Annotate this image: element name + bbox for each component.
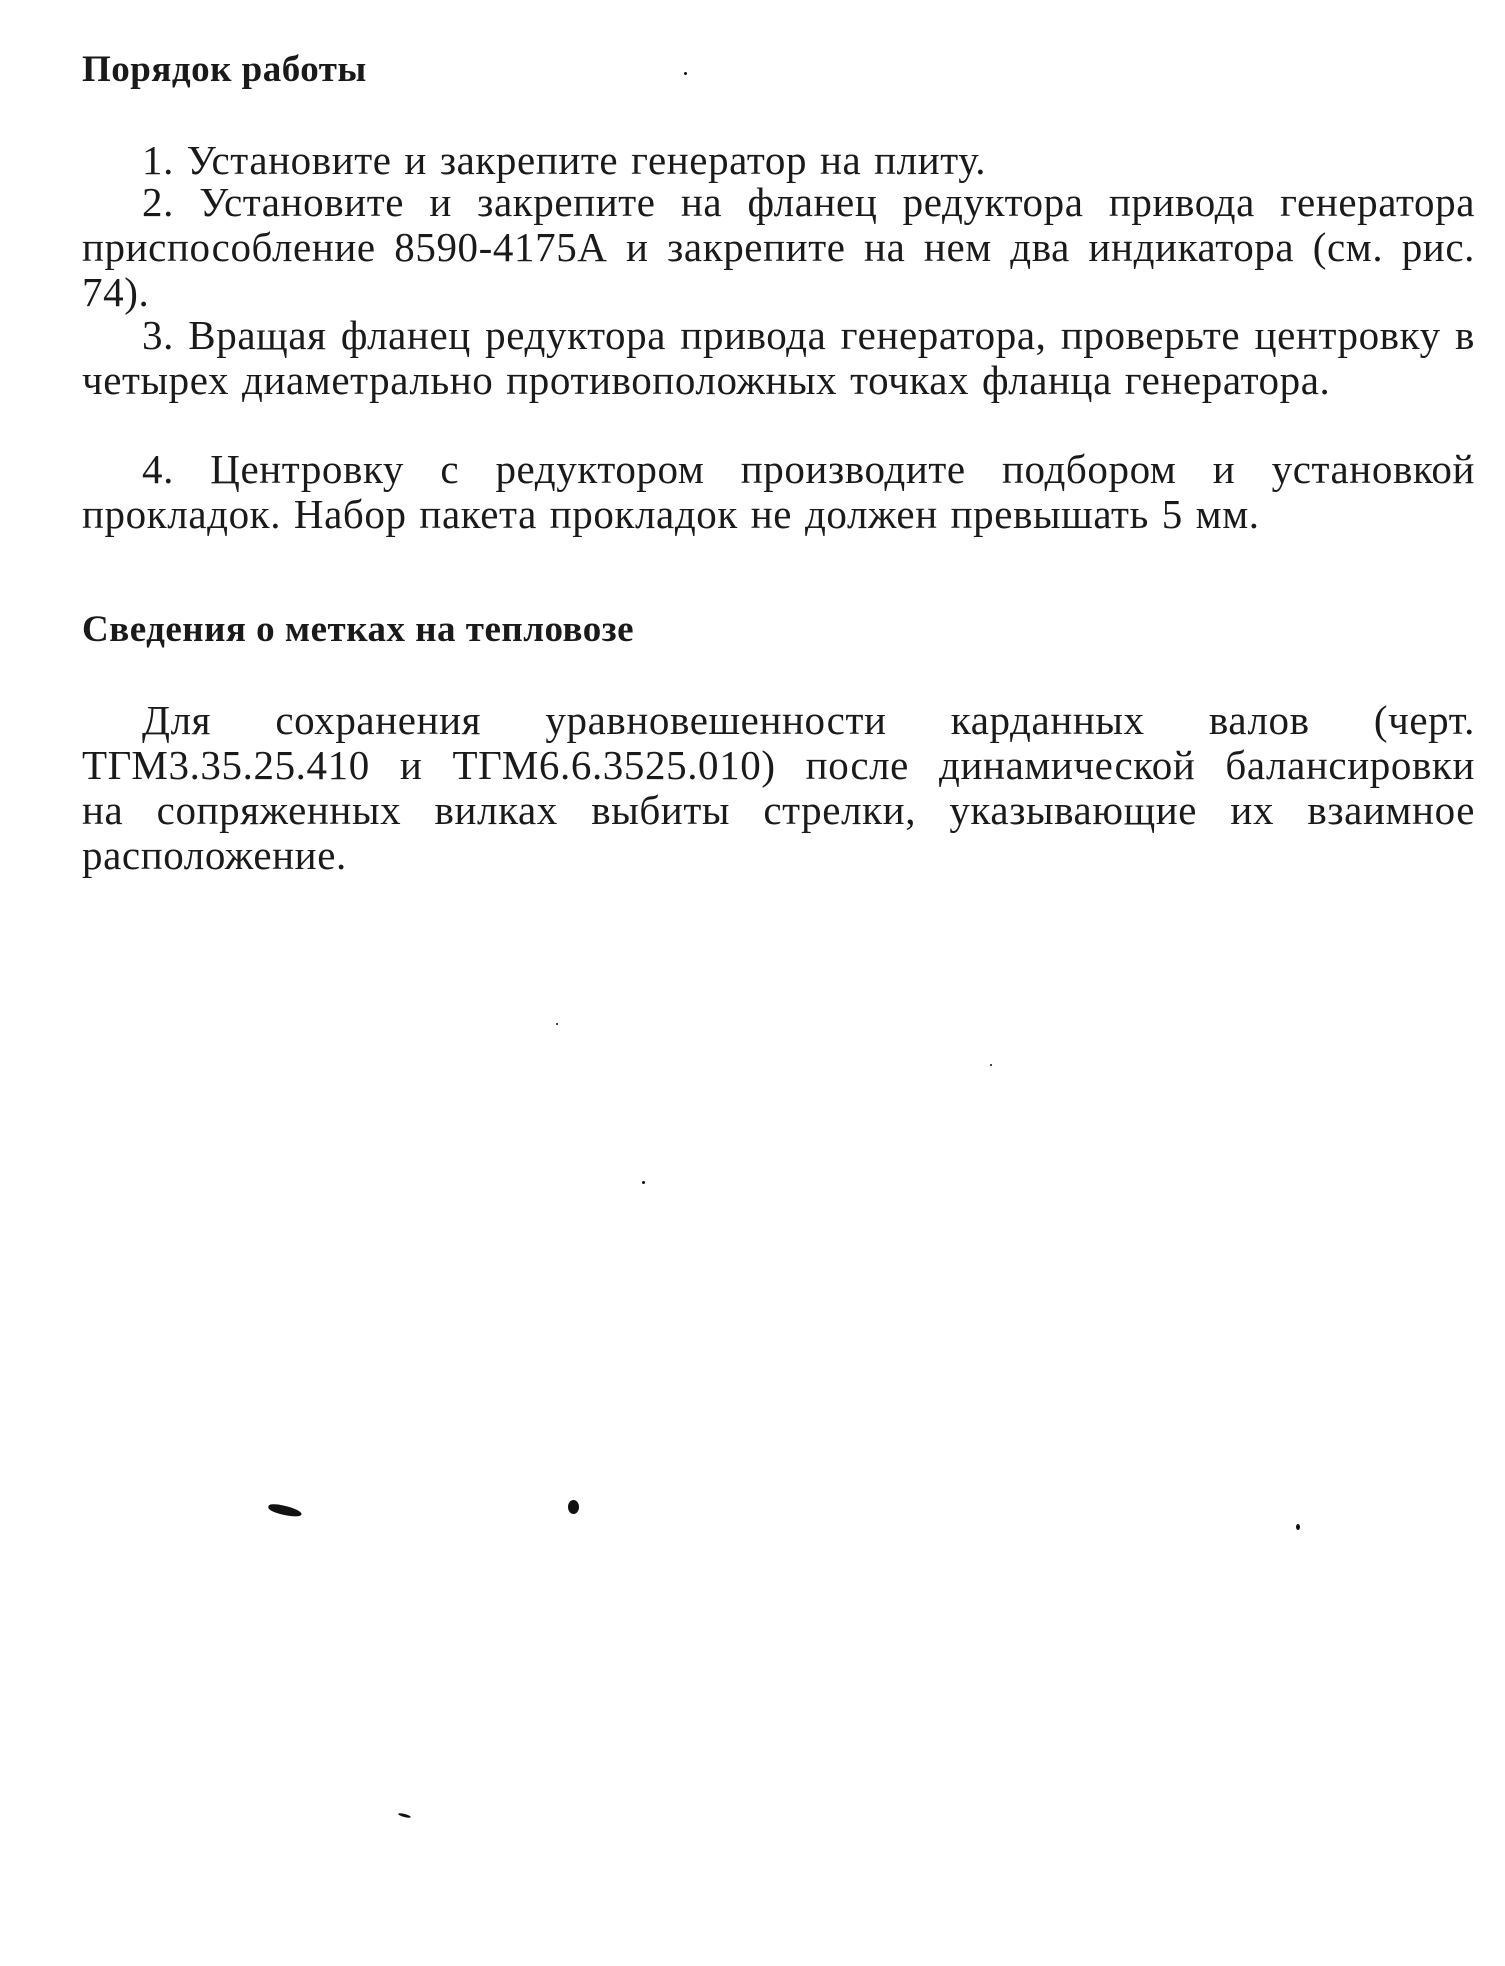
step-1: 1. Установите и закрепите генератор на плиту.: [142, 137, 987, 183]
step-4: 4. Центровку с редуктором производите подбором и установкой прокладок. Набор пакета прокладок не должен превышать 5 мм.: [82, 446, 1475, 537]
step-2: 2. Установите и закрепите на фланец редуктора привода генератора приспособление 8590-4175А и закрепите на нем два индикатора (см. рис. 74).: [82, 179, 1475, 315]
scan-speck: [398, 1812, 411, 1818]
scan-speck: [990, 1064, 992, 1066]
scan-speck: [684, 72, 687, 75]
scan-speck: [267, 1503, 302, 1519]
scan-speck: [642, 1181, 645, 1184]
scan-speck: [568, 1500, 579, 1514]
section-title-marks: Сведения о метках на тепловозе: [82, 609, 635, 650]
step-3: 3. Вращая фланец редуктора привода генератора, проверьте центровку в четырех диаметрально противоположных точках фланца генератора.: [82, 312, 1475, 403]
scan-speck: [556, 1023, 558, 1025]
section-title-work-order: Порядок работы: [82, 49, 367, 90]
scan-speck: [1296, 1524, 1300, 1530]
marks-paragraph: Для сохранения уравновешенности карданных валов (черт. ТГМ3.35.25.410 и ТГМ6.6.3525.010) после динамической балансировки на сопряженных вилках выбиты стрелки, указывающие их взаимное расположение.: [82, 697, 1475, 878]
